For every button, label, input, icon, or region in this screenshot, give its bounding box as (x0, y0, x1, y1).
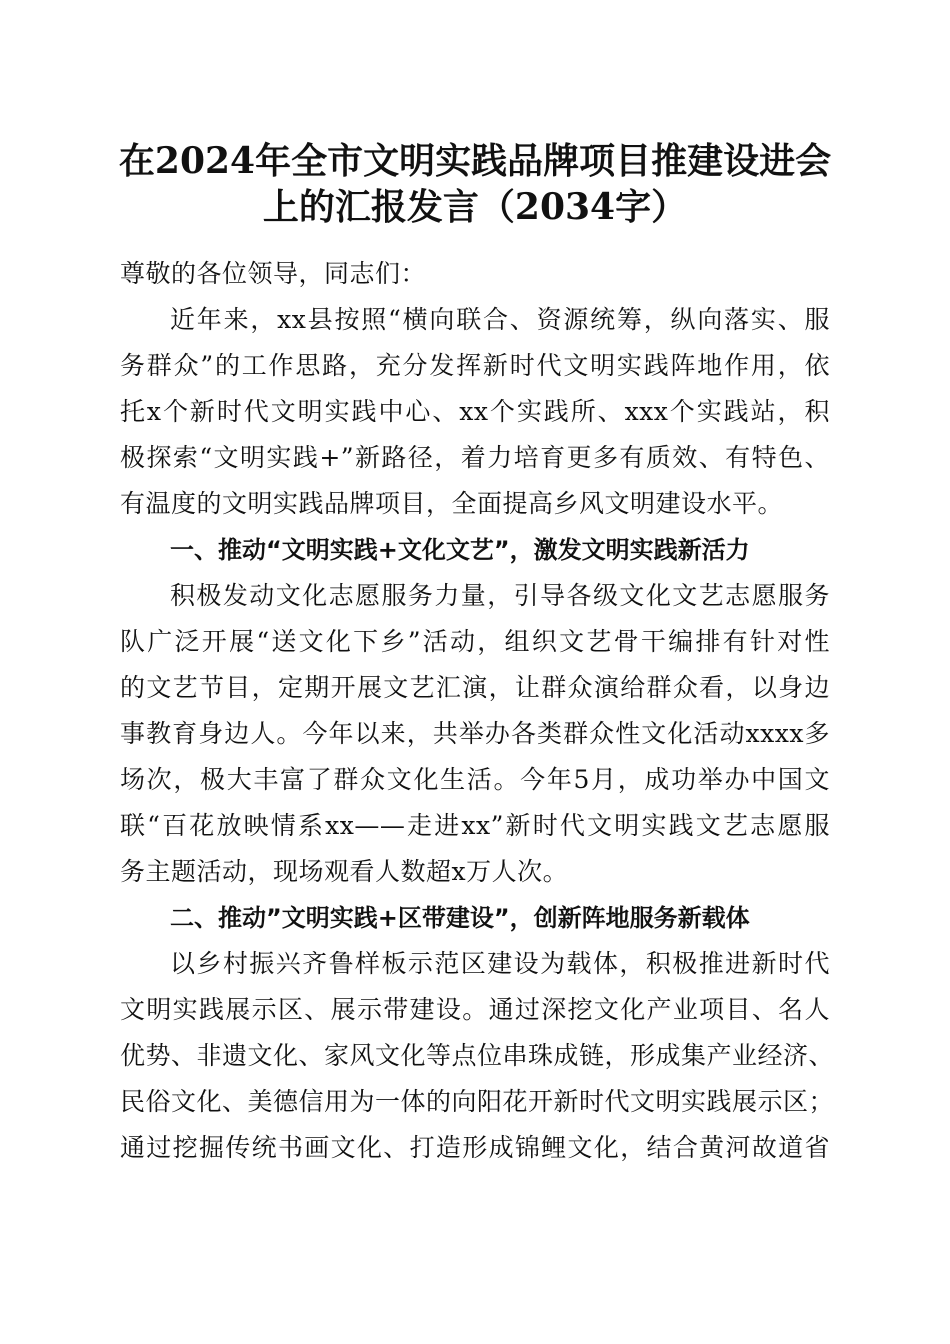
salutation: 尊敬的各位领导，同志们： (120, 259, 427, 288)
document-title-line-1: 在2024年全市文明实践品牌项目推建设进会 (118, 140, 832, 182)
paragraph-line: 文明实践展示区、展示带建设。通过深挖文化产业项目、名人 (120, 995, 830, 1024)
paragraph-line: 场次，极大丰富了群众文化生活。今年5月，成功举办中国文 (120, 765, 830, 794)
paragraph-line: 极探索“文明实践+”新路径，着力培育更多有质效、有特色、 (120, 443, 830, 472)
paragraph-line: 队广泛开展“送文化下乡”活动，组织文艺骨干编排有针对性 (120, 627, 830, 656)
paragraph-line: 的文艺节目，定期开展文艺汇演，让群众演给群众看，以身边 (120, 673, 830, 702)
paragraph-line: 积极发动文化志愿服务力量，引导各级文化文艺志愿服务 (170, 581, 830, 610)
paragraph-line: 通过挖掘传统书画文化、打造形成锦鲤文化，结合黄河故道省 (120, 1133, 830, 1162)
section-heading-2: 二、推动”文明实践+区带建设”，创新阵地服务新载体 (170, 904, 750, 932)
paragraph-line: 优势、非遗文化、家风文化等点位串珠成链，形成集产业经济、 (120, 1041, 835, 1070)
paragraph-line: 联“百花放映情系xx——走进xx”新时代文明实践文艺志愿服 (120, 811, 830, 840)
section-heading-1: 一、推动“文明实践+文化文艺”，激发文明实践新活力 (170, 536, 750, 564)
paragraph-line: 务主题活动，现场观看人数超x万人次。 (120, 857, 569, 886)
paragraph-line: 有温度的文明实践品牌项目，全面提高乡风文明建设水平。 (120, 489, 784, 518)
paragraph-line: 务群众”的工作思路，充分发挥新时代文明实践阵地作用，依 (120, 351, 830, 380)
document-title-line-2: 上的汇报发言（2034字） (262, 186, 688, 228)
paragraph-line: 以乡村振兴齐鲁样板示范区建设为载体，积极推进新时代 (170, 949, 830, 978)
paragraph-line: 近年来，xx县按照“横向联合、资源统筹，纵向落实、服 (170, 305, 830, 334)
paragraph-line: 民俗文化、美德信用为一体的向阳花开新时代文明实践展示区； (120, 1087, 835, 1116)
paragraph-line: 托x个新时代文明实践中心、xx个实践所、xxx个实践站，积 (120, 397, 830, 426)
document-body (120, 251, 835, 1171)
paragraph-line: 事教育身边人。今年以来，共举办各类群众性文化活动xxxx多 (120, 719, 830, 748)
